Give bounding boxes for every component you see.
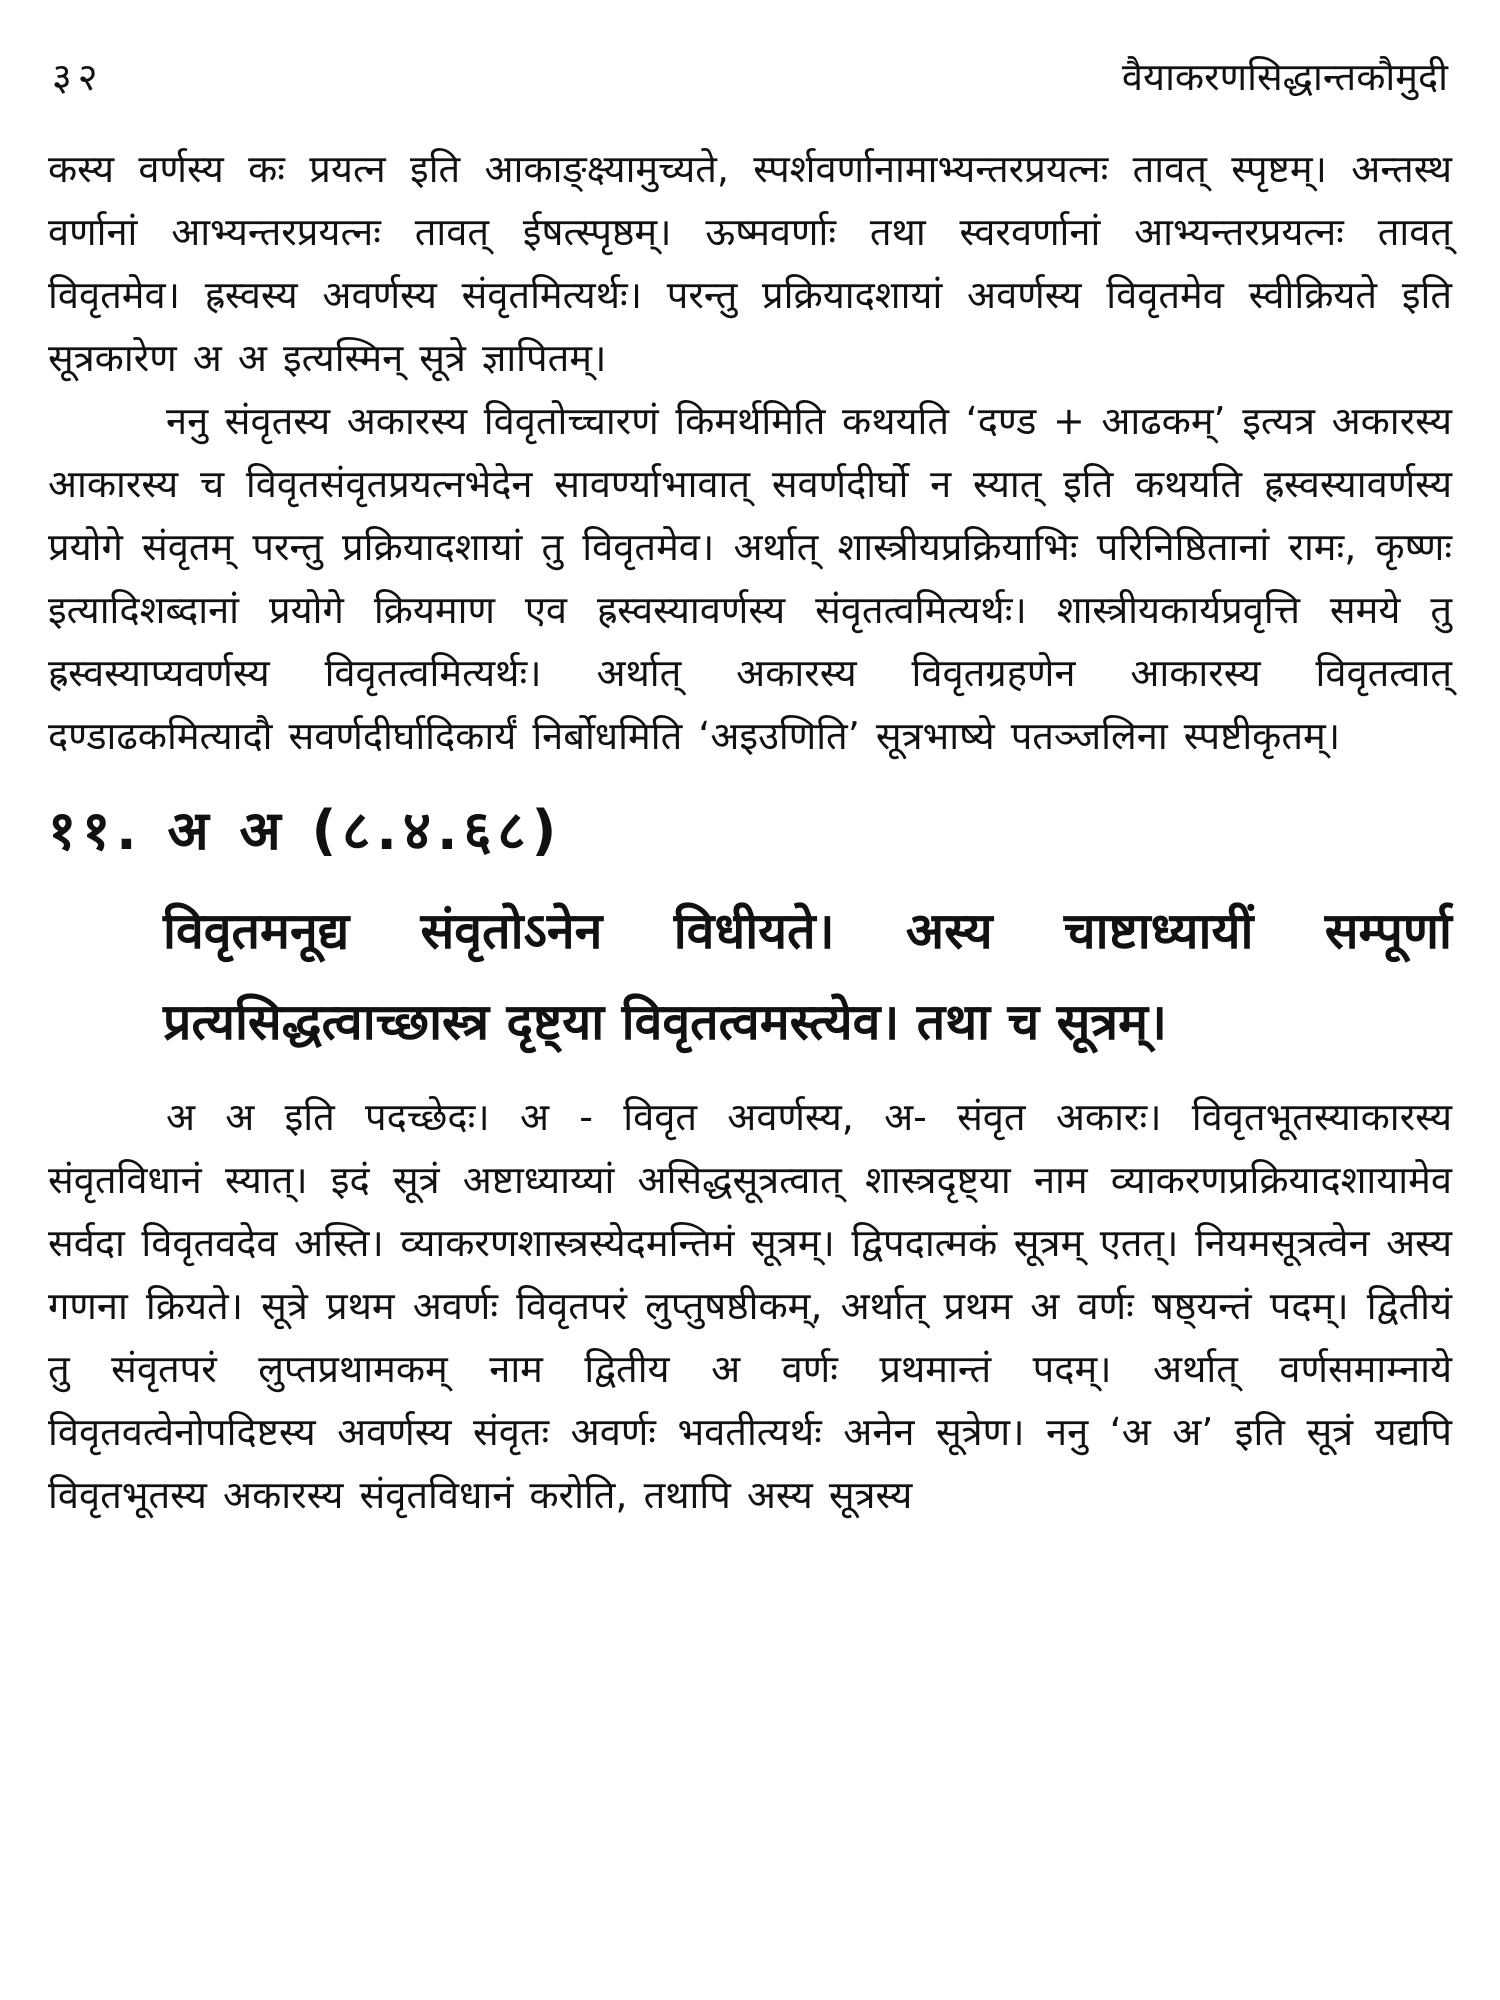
paragraph-1: कस्य वर्णस्य कः प्रयत्न इति आकाङ्क्ष्यामुच्यते, स्पर्शवर्णानामाभ्यन्तरप्रयत्नः तावत् स्पृष्टम्। अन्तस्थ वर्णानां आभ्यन्तरप्रयत्नः तावत् ईषत्स्पृष्ठम्। ऊष्मवर्णाः तथा स्वरवर्णानां आभ्यन्तरप्रयत्नः तावत् विवृतमेव। ह्रस्वस्य अवर्णस्य संवृतमित्यर्थः। परन्तु प्रक्रियादशायां अवर्णस्य विवृतमेव स्वीक्रियते इति सूत्रकारेण अ अ इत्यस्मिन् सूत्रे ज्ञापितम्। [48, 147, 1452, 380]
page-header [48, 50, 1452, 104]
commentary-paragraph: अ अ इति पदच्छेदः। अ - विवृत अवर्णस्य, अ- संवृत अकारः। विवृतभूतस्याकारस्य संवृतविधानं स्यात्। इदं सूत्रं अष्टाध्याय्यां असिद्धसूत्रत्वात् शास्त्रदृष्ट्या नाम व्याकरणप्रक्रियादशायामेव सर्वदा विवृतवदेव अस्ति। व्याकरणशास्त्रस्येदमन्तिमं सूत्रम्। द्विपदात्मकं सूत्रम् एतत्। नियमसूत्रत्वेन अस्य गणना क्रियते। सूत्रे प्रथम अवर्णः विवृतपरं लुप्तुषष्ठीकम्, अर्थात् प्रथम अ वर्णः षष्ठ्यन्तं पदम्। द्वितीयं तु संवृतपरं लुप्तप्रथामकम् नाम द्वितीय अ वर्णः प्रथमान्तं पदम्। अर्थात् वर्णसमाम्नाये विवृतवत्वेनोपदिष्टस्य अवर्णस्य संवृतः अवर्णः भवतीत्यर्थः अनेन सूत्रेण। ननु ‘अ अ’ इति सूत्रं यद्यपि विवृतभूतस्य अकारस्य संवृतविधानं करोति, तथापि अस्य सूत्रस्य [48, 1095, 1452, 1517]
paragraph-2: ननु संवृतस्य अकारस्य विवृतोच्चारणं किमर्थमिति कथयति ‘दण्ड + आढकम्’ इत्यत्र अकारस्य आकारस्य च विवृतसंवृतप्रयत्नभेदेन सावर्ण्याभावात् सवर्णदीर्घो न स्यात् इति कथयति ह्रस्वस्यावर्णस्य प्रयोगे संवृतम् परन्तु प्रक्रियादशायां तु विवृतमेव। अर्थात् शास्त्रीयप्रक्रियाभिः परिनिष्ठितानां रामः, कृष्णः इत्यादिशब्दानां प्रयोगे क्रियमाण एव ह्रस्वस्यावर्णस्य संवृतत्वमित्यर्थः। शास्त्रीयकार्यप्रवृत्ति समये तु ह्रस्वस्याप्यवर्णस्य विवृतत्वमित्यर्थः। अर्थात् अकारस्य विवृतग्रहणेन आकारस्य विवृतत्वात् दण्डाढकमित्यादौ सवर्णदीर्घादिकार्यं निर्बोधमिति ‘अइउणिति’ सूत्रभाष्ये पतञ्जलिना स्पष्टीकृतम्। [48, 399, 1452, 758]
running-title: वैयाकरणसिद्धान्तकौमुदी [1121, 55, 1448, 99]
sutra-heading: ११. अ अ (८.४.६८) [48, 799, 563, 862]
page-number: ३२ [52, 55, 104, 99]
sutra-text: विवृतमनूद्य संवृतोऽनेन विधीयते। अस्य चाष्टाध्यायीं सम्पूर्णा प्रत्यसिद्धत्वाच्छास्त्र दृष्ट्या विवृतत्वमस्त्येव। तथा च सूत्रम्। [163, 902, 1452, 1051]
